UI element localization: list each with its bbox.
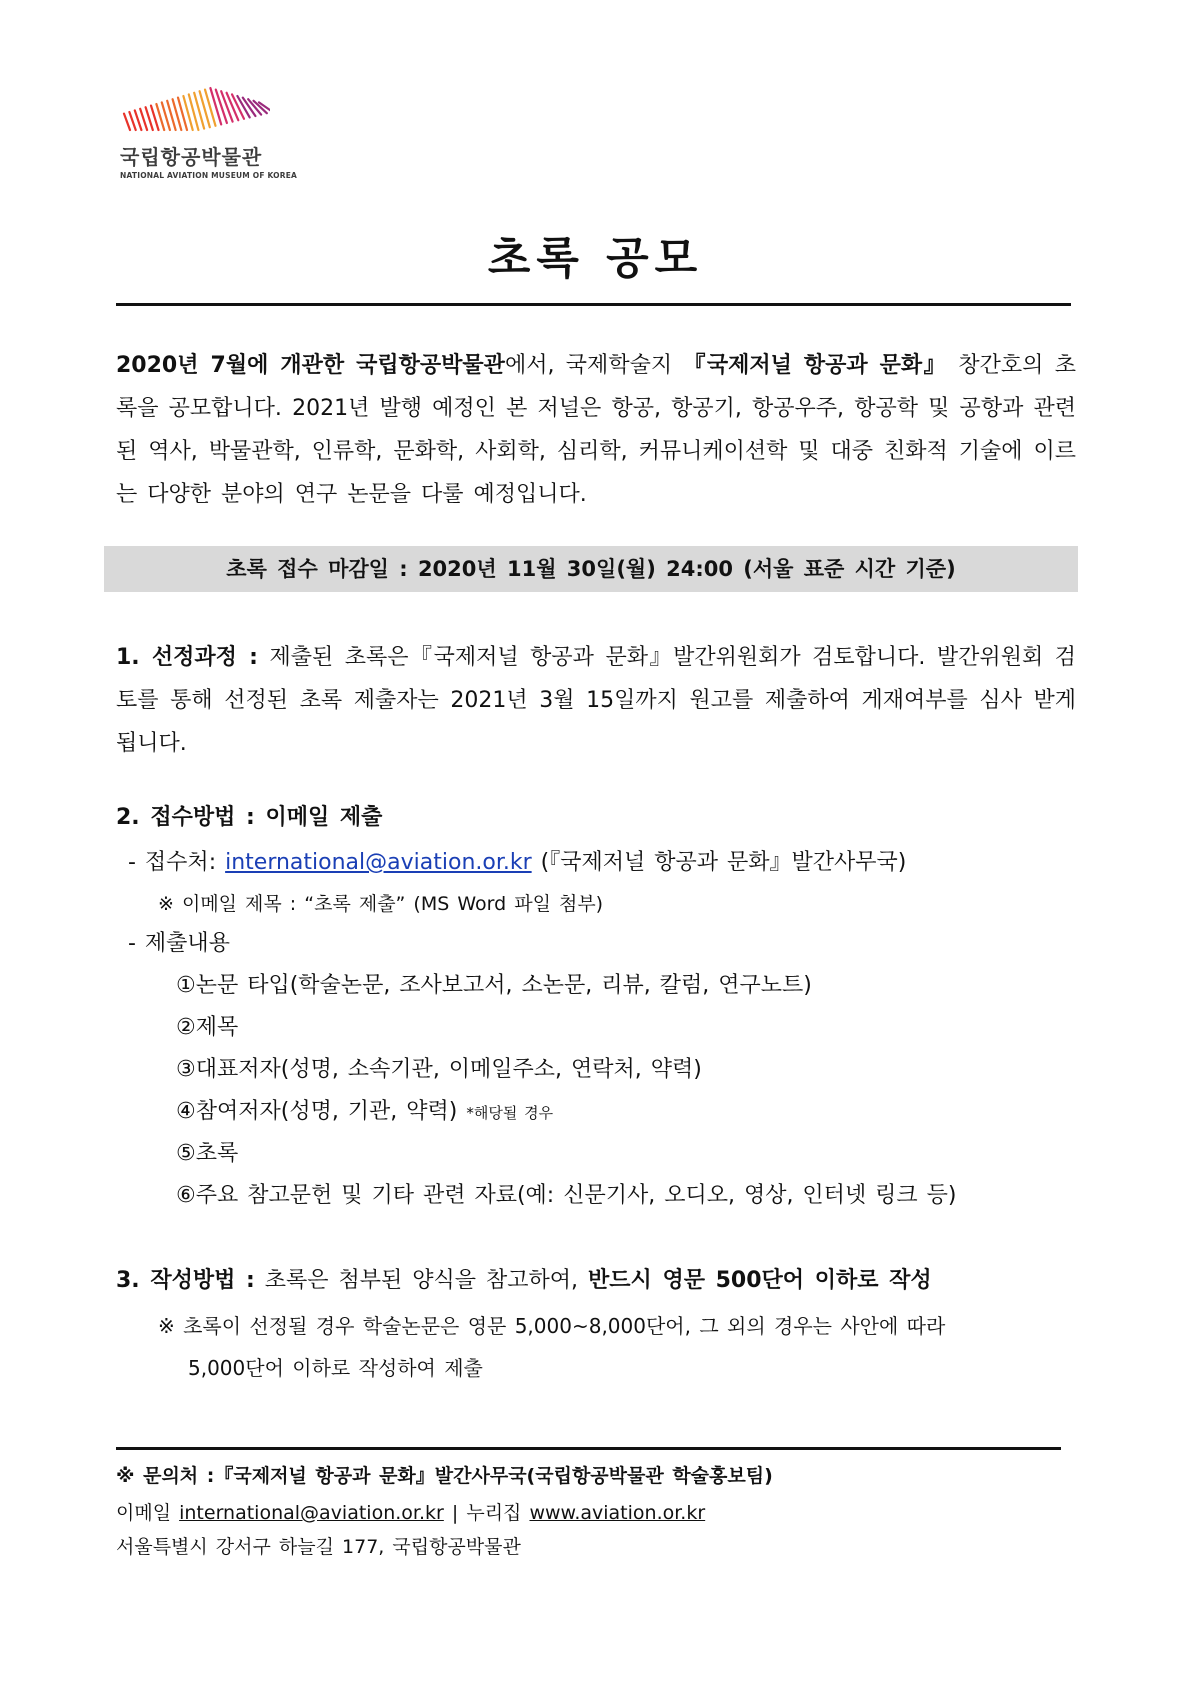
contents-label: - 제출내용 bbox=[128, 931, 230, 956]
content-item-6: ⑥주요 참고문헌 및 기타 관련 자료(예: 신문기사, 오디오, 영상, 인터넷 링크 등) bbox=[176, 1183, 957, 1208]
title-divider bbox=[116, 303, 1071, 306]
section2-heading: 2. 접수방법 : 이메일 제출 bbox=[116, 805, 383, 830]
logo-streak bbox=[129, 112, 135, 130]
logo-name-kr: 국립항공박물관 bbox=[120, 145, 263, 169]
content-item-3: ③대표저자(성명, 소속기관, 이메일주소, 연락처, 약력) bbox=[176, 1057, 702, 1082]
logo-streak bbox=[205, 90, 216, 126]
section3-bold: 반드시 영문 500단어 이하로 작성 bbox=[588, 1268, 932, 1293]
section3-note bbox=[158, 1305, 1076, 1389]
contact-links-line bbox=[116, 1498, 705, 1525]
recipient-label: - 접수처: bbox=[128, 850, 217, 875]
contact-email-label: 이메일 bbox=[116, 1502, 172, 1524]
logo-streak bbox=[124, 114, 130, 130]
contact-divider bbox=[116, 1447, 1061, 1450]
recipient-line bbox=[128, 845, 906, 876]
section3-note-line1: ※ 초록이 선정될 경우 학술논문은 영문 5,000~8,000단어, 그 외의 경우는 사안에 따라 bbox=[158, 1314, 946, 1338]
email-subject-note: ※ 이메일 제목 : “초록 제출” (MS Word 파일 첨부) bbox=[158, 893, 604, 915]
logo-mark-icon bbox=[120, 82, 270, 137]
recipient-suffix: (『국제저널 항공과 문화』발간사무국) bbox=[540, 850, 907, 875]
section3-note-line2: 5,000단어 이하로 작성하여 제출 bbox=[188, 1356, 483, 1380]
contact-title: ※ 문의처 :『국제저널 항공과 문화』발간사무국(국립항공박물관 학술홍보팀) bbox=[116, 1465, 773, 1487]
content-item-5: ⑤초록 bbox=[176, 1141, 239, 1166]
section3-body: 초록은 첨부된 양식을 참고하여, bbox=[264, 1268, 579, 1293]
section3-heading: 3. 작성방법 : bbox=[116, 1268, 255, 1293]
logo-streak bbox=[210, 88, 221, 124]
section1-body: 제출된 초록은『국제저널 항공과 문화』발간위원회가 검토합니다. 발간위원회 검토를 통해 선정된 초록 제출자는 2021년 3월 15일까지 원고를 제출하여 게재여부를 심사 받게 됩니다. bbox=[116, 645, 1076, 756]
contact-separator: | bbox=[451, 1502, 459, 1524]
content-item-4-text: ④참여저자(성명, 기관, 약력) bbox=[176, 1099, 458, 1124]
intro-text-2: 창간호의 초록을 공모합니다. 2021년 발행 예정인 본 저널은 항공, 항공기, 항공우주, 항공학 및 공항과 관련된 역사, 박물관학, 인류학, 문화학, 사회학, 심리학, 커뮤니케이션학 및 대중 친화적 기술에 이르는 다양한 분야의 연구 논문을 다룰 예정입니다. bbox=[116, 353, 1076, 507]
intro-bold-1: 2020년 7월에 개관한 국립항공박물관 bbox=[116, 353, 505, 378]
intro-paragraph bbox=[116, 344, 1076, 516]
contact-address: 서울특별시 강서구 하늘길 177, 국립항공박물관 bbox=[116, 1536, 521, 1558]
recipient-email-link[interactable]: international@aviation.or.kr bbox=[225, 850, 532, 875]
intro-journal-title: 『국제저널 항공과 문화』 bbox=[683, 353, 947, 378]
intro-text-1: 에서, 국제학술지 bbox=[504, 353, 673, 378]
content-item-1: ①논문 타입(학술논문, 조사보고서, 소논문, 리뷰, 칼럼, 연구노트) bbox=[176, 973, 812, 998]
deadline-banner: 초록 접수 마감일 : 2020년 11월 30일(월) 24:00 (서울 표준 시간 기준) bbox=[104, 546, 1078, 592]
contact-website-link[interactable]: www.aviation.or.kr bbox=[529, 1502, 706, 1524]
content-item-2: ②제목 bbox=[176, 1015, 239, 1040]
section1-heading: 1. 선정과정 : bbox=[116, 645, 258, 670]
contact-email-link[interactable]: international@aviation.or.kr bbox=[179, 1502, 444, 1524]
page-title: 초록 공모 bbox=[487, 233, 704, 284]
section-selection-process bbox=[116, 636, 1076, 765]
content-item-4-note: *해당될 경우 bbox=[466, 1104, 554, 1122]
section-writing-method bbox=[116, 1263, 1076, 1294]
contact-web-label: 누리집 bbox=[466, 1502, 522, 1524]
logo-name-en: NATIONAL AVIATION MUSEUM OF KOREA bbox=[120, 171, 298, 180]
content-item-4 bbox=[176, 1094, 553, 1125]
museum-logo bbox=[120, 82, 298, 180]
